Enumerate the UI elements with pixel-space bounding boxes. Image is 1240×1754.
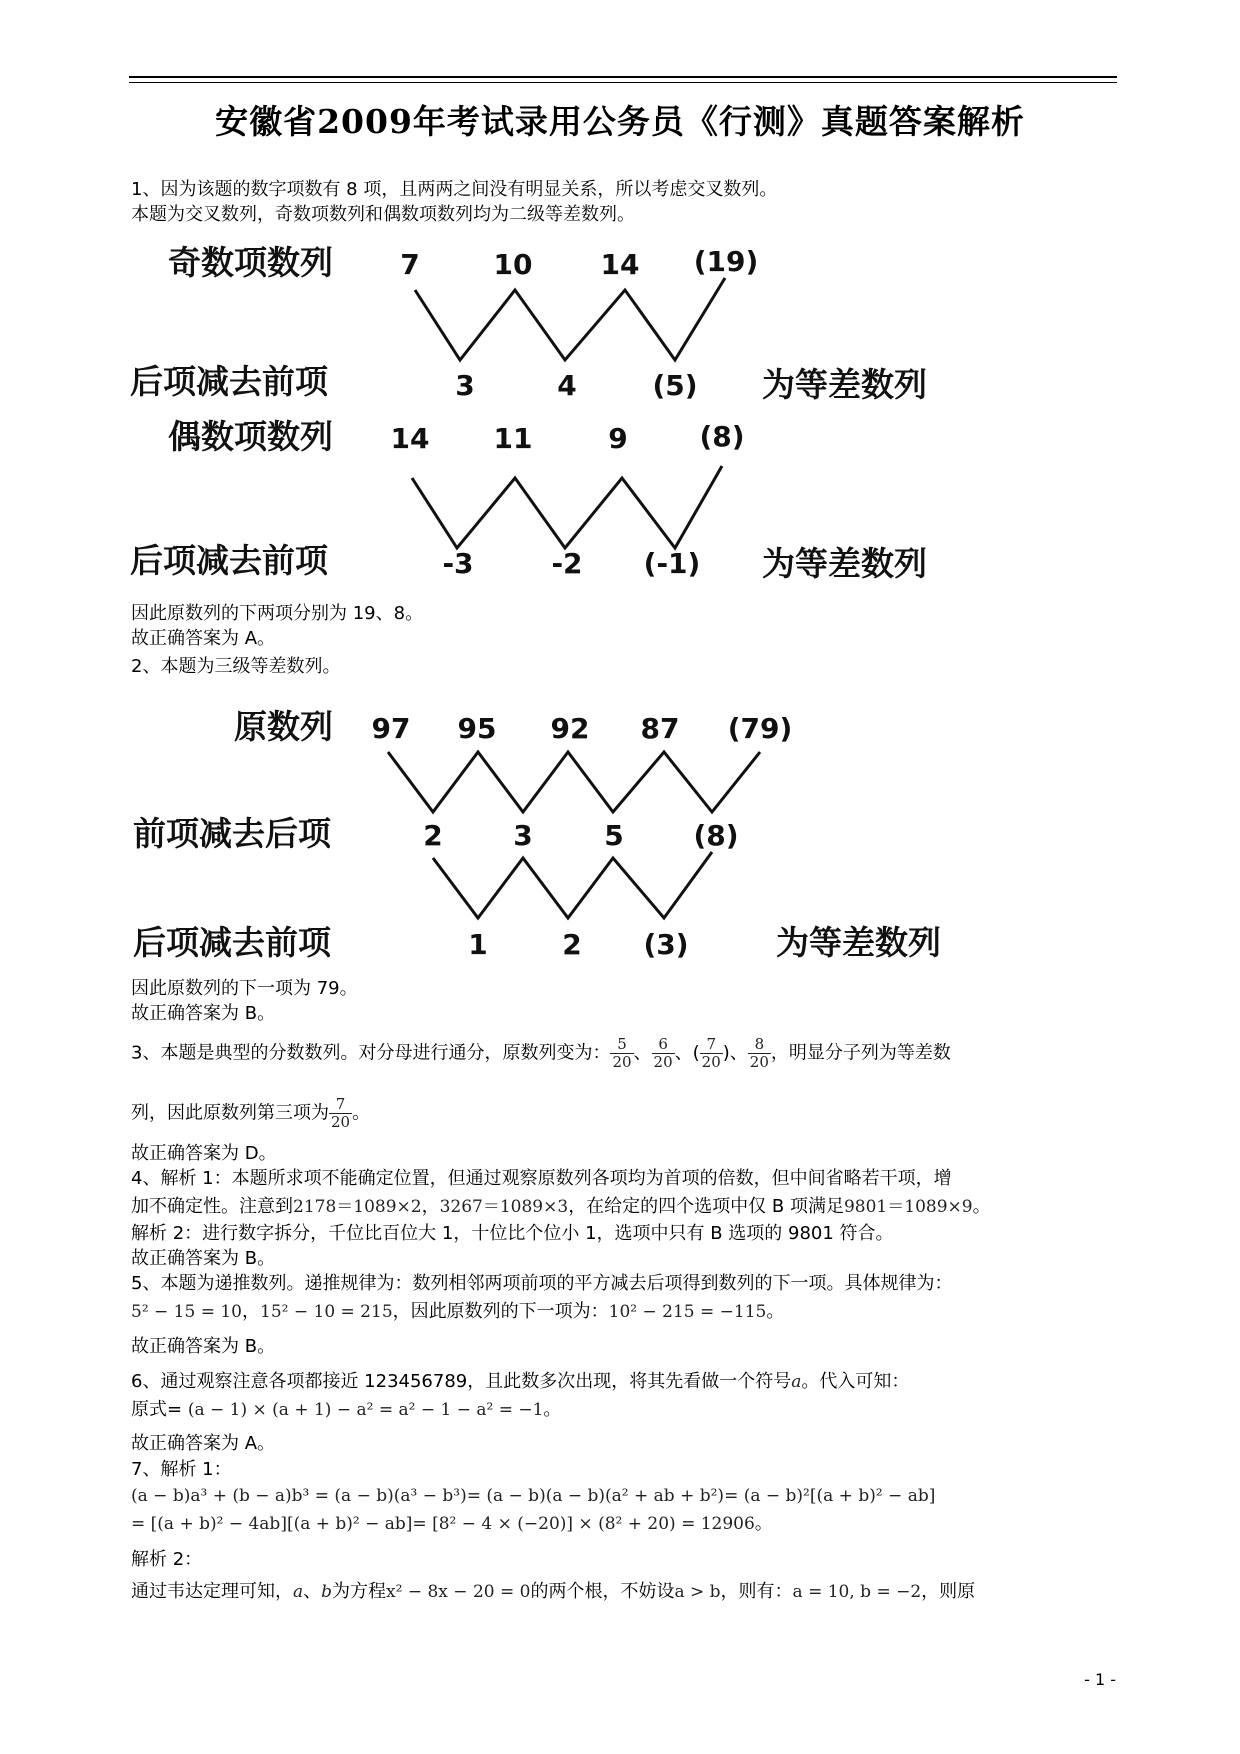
q3-text-a: 3、本题是典型的分数数列。对分母进行通分，原数列变为： — [131, 1042, 611, 1064]
q1-odd-term: 7 — [400, 248, 420, 281]
q2-diff1-label: 前项减去后项 — [133, 814, 331, 853]
q1-odd-label: 奇数项数列 — [168, 243, 333, 282]
q6-line-1: 6、通过观察注意各项都接近 123456789，且此数多次出现，将其先看做一个符号a。代入可知： — [131, 1371, 910, 1392]
q5-math-3: 10² − 215 = −115 — [608, 1302, 767, 1322]
q1-diagram — [0, 230, 1240, 590]
q6-math: (a − 1) × (a + 1) − a² = a² − 1 − a² = −1 — [187, 1400, 544, 1420]
q2-zigzag-1 — [388, 752, 760, 812]
q1-even-suffix: 为等差数列 — [762, 544, 927, 583]
q4-math-3: 9801＝1089×9 — [843, 1197, 973, 1217]
q3-fraction: $\frac{5}{20}$ — [612, 1035, 632, 1071]
q2-orig-term: 97 — [371, 712, 411, 745]
q3-fraction: $\frac{6}{20}$ — [653, 1035, 673, 1071]
top-rule-thick — [129, 76, 1117, 78]
q2-line-2: 因此原数列的下一项为 79。 — [131, 978, 358, 999]
q1-even-diff: -3 — [442, 547, 474, 580]
q5-line-2: 5² − 15 = 10，15² − 10 = 215，因此原数列的下一项为：10² − 215 = −115。 — [131, 1301, 785, 1322]
q2-suffix: 为等差数列 — [776, 923, 941, 962]
q1-line-3: 因此原数列的下两项分别为 19、8。 — [131, 603, 424, 624]
q1-answer: 故正确答案为 A。 — [131, 628, 276, 649]
q5-line-1: 5、本题为递推数列。递推规律为：数列相邻两项前项的平方减去后项得到数列的下一项。具体规律为： — [131, 1273, 953, 1294]
q2-diff2-label: 后项减去前项 — [133, 923, 331, 962]
q4-answer: 故正确答案为 B。 — [131, 1248, 276, 1269]
q3-answer: 故正确答案为 D。 — [131, 1143, 277, 1164]
q1-even-term: 11 — [493, 422, 533, 455]
q1-odd-diff-label: 后项减去前项 — [130, 362, 328, 401]
q1-odd-term: 14 — [600, 248, 640, 281]
q3-text-b: ，明显分子列为等差数 — [770, 1042, 951, 1064]
q4-math-2: 3267＝1089×3 — [439, 1197, 569, 1217]
q1-even-diff: -2 — [551, 547, 583, 580]
q5-answer: 故正确答案为 B。 — [131, 1336, 276, 1357]
q2-orig-term: 92 — [550, 712, 590, 745]
q3-fraction: $\frac{7}{20}$ — [701, 1035, 721, 1071]
q7-condition: a > b — [674, 1582, 721, 1602]
q1-even-term: (8) — [699, 420, 745, 453]
q2-diff1: 3 — [513, 819, 533, 852]
q7-symbol-a: a — [293, 1582, 304, 1602]
q6-answer: 故正确答案为 A。 — [131, 1433, 276, 1454]
q1-odd-diff: (5) — [652, 369, 698, 402]
q2-diff1: 2 — [423, 819, 443, 852]
q7-line-4: 解析 2： — [131, 1549, 203, 1570]
q7-values: a = 10, b = −2 — [792, 1582, 922, 1602]
q2-diagram — [0, 700, 1240, 980]
q3-line-1: 3、本题是典型的分数数列。对分母进行通分，原数列变为： $\frac{5}{20}$ 、 $\frac{6}{20}$ 、( $\frac{7}{20}$ )、 $\frac{8}{20}$ ，明显分子列为等差数 — [131, 1035, 951, 1071]
q7-equation: x² − 8x − 20 = 0 — [386, 1582, 531, 1602]
q2-diff2: 1 — [468, 928, 488, 961]
q1-line-1: 1、因为该题的数字项数有 8 项，且两两之间没有明显关系，所以考虑交叉数列。 — [131, 179, 778, 200]
q1-even-zigzag — [412, 466, 722, 548]
q1-odd-term: 10 — [493, 248, 533, 281]
q1-odd-diff: 3 — [455, 369, 475, 402]
q7-math-2: = [(a + b)² − 4ab][(a + b)² − ab]= [8² − 4 × (−20)] × (8² + 20) = 12906 — [131, 1514, 755, 1534]
q7-math-1: (a − b)a³ + (b − a)b³ = (a − b)(a³ − b³)= (a − b)(a − b)(a² + ab + b²)= (a − b)²[(a + b)² − ab] — [131, 1486, 936, 1506]
q4-line-1: 4、解析 1：本题所求项不能确定位置，但通过观察原数列各项均为首项的倍数，但中间省略若干项，增 — [131, 1168, 952, 1189]
q6-line-2: 原式= (a − 1) × (a + 1) − a² = a² − 1 − a² = −1。 — [131, 1399, 562, 1420]
q7-line-3: = [(a + b)² − 4ab][(a + b)² − ab]= [8² − 4 × (−20)] × (8² + 20) = 12906。 — [131, 1513, 773, 1534]
q3-text-c: 列，因此原数列第三项为 — [131, 1102, 329, 1124]
page-number: - 1 - — [1084, 1670, 1116, 1689]
q2-diff1: (8) — [693, 819, 739, 852]
q5-math-1: 5² − 15 = 10 — [131, 1302, 242, 1322]
q7-line-5: 通过韦达定理可知，a、b为方程x² − 8x − 20 = 0的两个根，不妨设a > b，则有：a = 10, b = −2，则原 — [131, 1581, 976, 1602]
q1-odd-zigzag — [415, 278, 725, 360]
q2-zigzag-2 — [433, 852, 712, 918]
q2-orig-term: 87 — [640, 712, 680, 745]
q4-math-1: 2178＝1089×2 — [293, 1197, 422, 1217]
page-title: 安徽省2009年考试录用公务员《行测》真题答案解析 — [215, 102, 1025, 141]
q2-line-1: 2、本题为三级等差数列。 — [131, 656, 341, 677]
q2-answer: 故正确答案为 B。 — [131, 1003, 276, 1024]
top-rule-thin — [129, 82, 1117, 83]
q1-even-diff-label: 后项减去前项 — [130, 541, 328, 580]
q1-odd-diff: 4 — [557, 369, 577, 402]
q4-line-3: 解析 2：进行数字拆分，千位比百位大 1，十位比个位小 1，选项中只有 B 选项的 9801 符合。 — [131, 1223, 894, 1244]
q2-orig-term: 95 — [457, 712, 497, 745]
q3-fraction: $\frac{8}{20}$ — [749, 1035, 769, 1071]
q1-even-label: 偶数项数列 — [168, 417, 333, 456]
q1-odd-suffix: 为等差数列 — [762, 365, 927, 404]
q7-symbol-b: b — [321, 1582, 333, 1602]
q1-even-term: 9 — [608, 422, 628, 455]
q3-line-2: 列，因此原数列第三项为 $\frac{7}{20}$ 。 — [131, 1095, 371, 1131]
q1-odd-term: (19) — [693, 245, 759, 278]
q7-line-1: 7、解析 1： — [131, 1459, 232, 1480]
q1-line-2: 本题为交叉数列，奇数项数列和偶数项数列均为二级等差数列。 — [131, 204, 635, 225]
q4-line-2: 加不确定性。注意到2178＝1089×2，3267＝1089×3，在给定的四个选项中仅 B 项满足9801＝1089×9。 — [131, 1196, 991, 1217]
q2-diff2: 2 — [562, 928, 582, 961]
q2-diff2: (3) — [643, 928, 689, 961]
q1-even-term: 14 — [390, 422, 430, 455]
q2-orig-term: (79) — [727, 712, 793, 745]
q5-math-2: 15² − 10 = 215 — [260, 1302, 393, 1322]
q1-even-diff: (-1) — [643, 547, 701, 580]
q6-symbol: a — [791, 1372, 802, 1392]
q2-diff1: 5 — [604, 819, 624, 852]
q7-line-2 — [131, 1484, 935, 1508]
q3-answer-fraction: $\frac{7}{20}$ — [331, 1095, 351, 1131]
q2-orig-label: 原数列 — [234, 707, 333, 746]
